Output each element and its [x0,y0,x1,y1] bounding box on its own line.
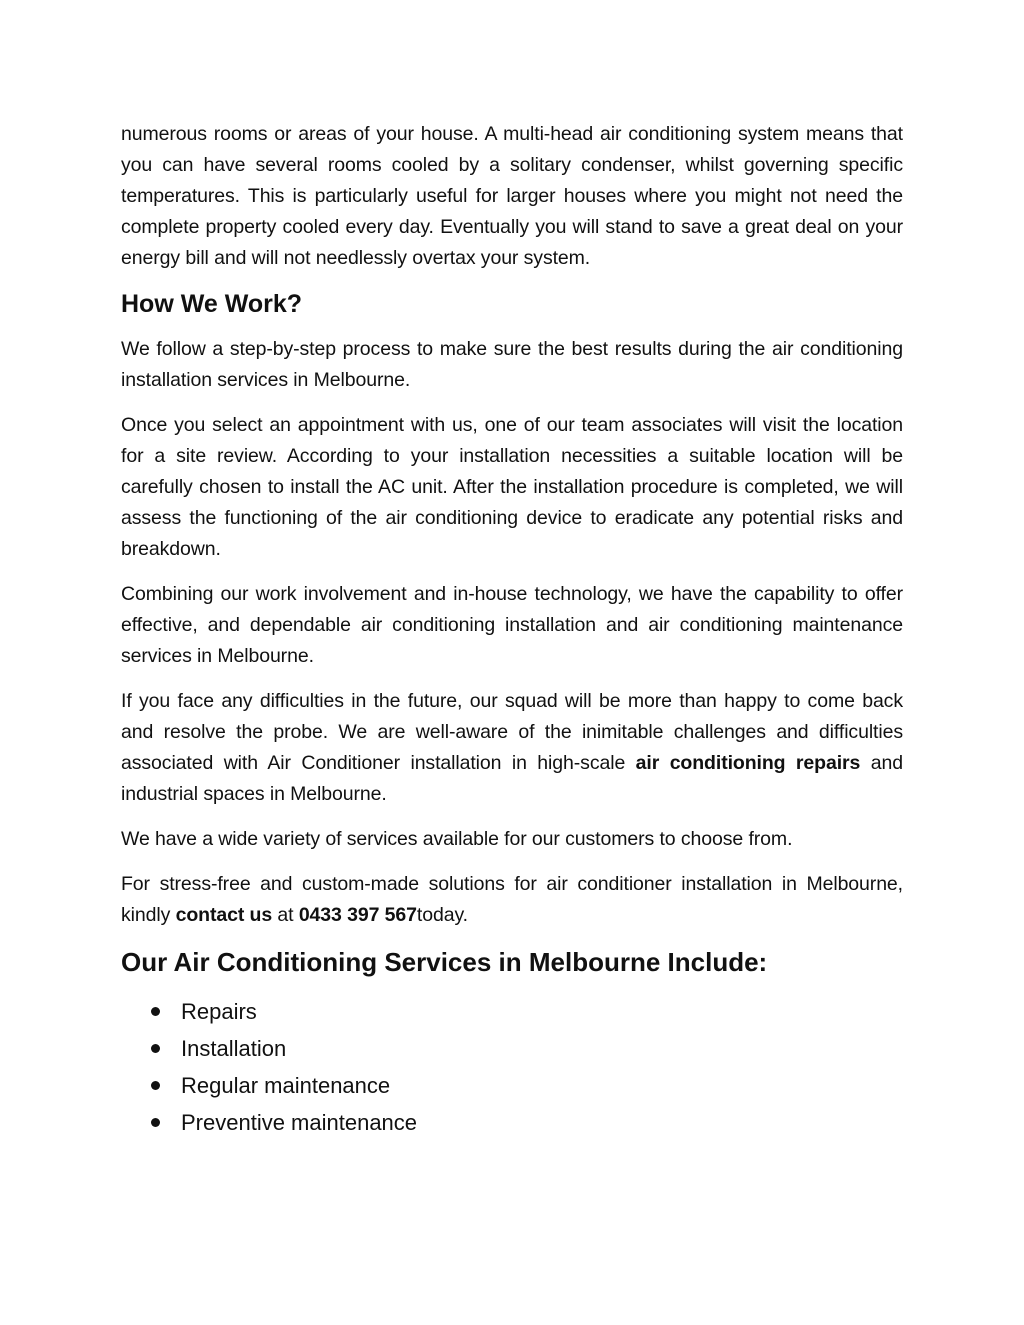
bullet-icon [151,1007,160,1016]
document-page [121,119,903,1141]
contact-text-mid: at [272,904,299,926]
service-label: Installation [181,1036,287,1061]
list-item [151,993,903,1030]
bullet-icon [151,1118,160,1127]
appointment-paragraph: Once you select an appointment with us, one of our team associates will visit the location for a site review. According to your installation necessities a suitable location will be carefully chosen to install the AC unit. After the installation procedure is completed, we will assess the functioning of the air conditioning device to eradicate any potential risks and breakdown. [121,414,903,560]
contact-text-end: today. [416,904,468,926]
air-conditioning-repairs-bold: air conditioning repairs [635,752,861,774]
services-list [121,993,903,1141]
intro-paragraph: numerous rooms or areas of your house. A multi-head air conditioning system means that you can have several rooms cooled by a solitary condenser, whilst governing specific temperatures. This is particularly useful for larger houses where you might not need the complete property cooled every day. Eventually you will stand to save a great deal on your energy bill and will not needlessly overtax your system. [121,123,903,269]
difficulties-text-end: and industrial spaces in Melbourne. [121,752,903,805]
phone-number-bold: 0433 397 567 [298,904,417,926]
bullet-icon [151,1081,160,1090]
service-label: Regular maintenance [181,1073,391,1098]
variety-paragraph: We have a wide variety of services available for our customers to choose from. [121,828,793,850]
service-label: Repairs [181,999,257,1024]
difficulties-text-start: If you face any difficulties in the future, our squad will be more than happy to come back and resolve the probe. We are well-aware of the inimitable challenges and difficulties associated with Air Conditioner installation in high-scale [121,690,903,774]
process-paragraph: We follow a step-by-step process to make sure the best results during the air conditioning installation services in Melbourne. [121,338,903,391]
bullet-icon [151,1044,160,1053]
list-item [151,1104,903,1141]
contact-text-start: For stress-free and custom-made solutions for air conditioner installation in Melbourne, kindly [121,873,903,926]
difficulties-paragraph [121,686,903,810]
contact-paragraph [121,869,903,931]
contact-us-bold: contact us [175,904,273,926]
list-item [151,1067,903,1104]
services-heading: Our Air Conditioning Services in Melbourne Include: [121,947,768,977]
how-we-work-heading: How We Work? [121,290,303,318]
capability-paragraph: Combining our work involvement and in-house technology, we have the capability to offer effective, and dependable air conditioning installation and air conditioning maintenance services in Melbourne. [121,583,903,667]
list-item [151,1030,903,1067]
service-label: Preventive maintenance [181,1110,418,1135]
